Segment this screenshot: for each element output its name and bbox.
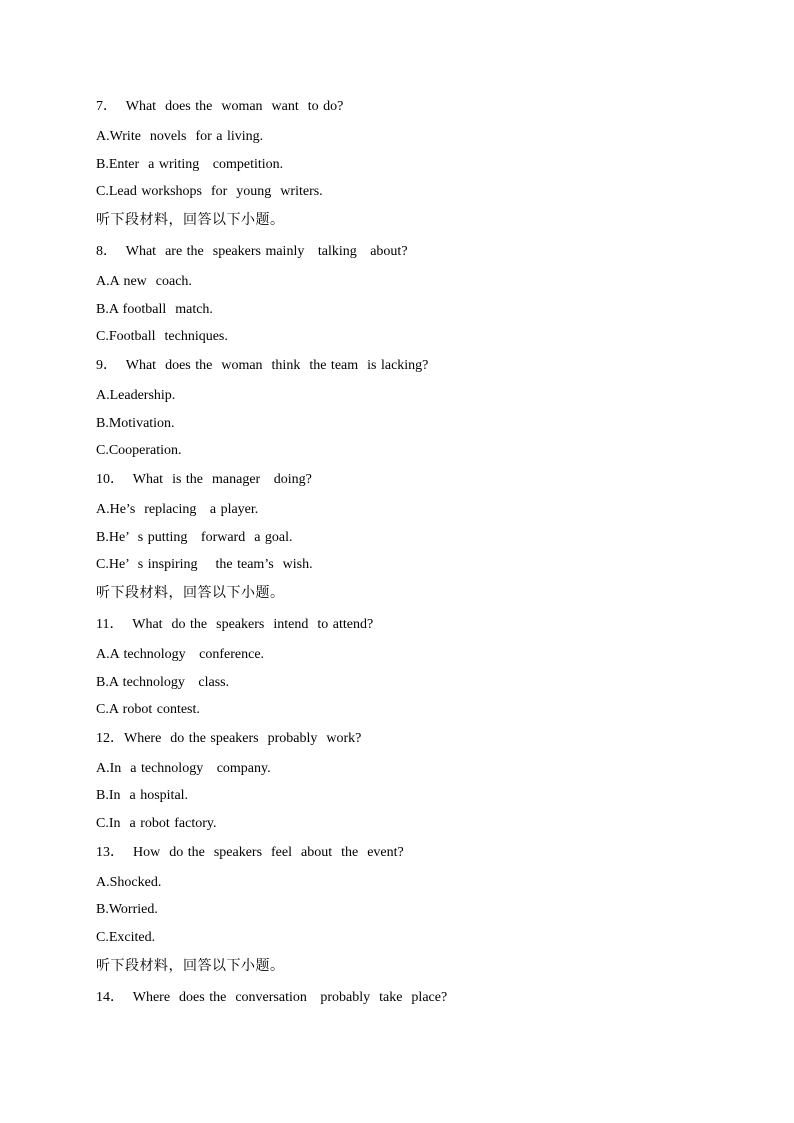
- question-9-option-b: B.Motivation.: [96, 416, 175, 431]
- question-12-option-b: B.In a hospital.: [96, 788, 189, 803]
- question-7: 7． What does the woman want to do?: [96, 99, 344, 114]
- question-13-option-b: B.Worried.: [96, 902, 158, 917]
- section-instruction: 听下段材料，回答以下小题。: [96, 212, 285, 228]
- question-13-option-c: C.Excited.: [96, 930, 156, 945]
- question-9-option-a: A.Leadership.: [96, 388, 176, 403]
- question-12: 12．Where do the speakers probably work?: [96, 731, 362, 746]
- question-10-option-a: A.He’s replacing a player.: [96, 502, 259, 517]
- question-13-option-a: A.Shocked.: [96, 875, 162, 890]
- question-13: 13． How do the speakers feel about the event?: [96, 845, 404, 860]
- question-9-option-c: C.Cooperation.: [96, 443, 182, 458]
- question-14: 14． Where does the conversation probably take place?: [96, 990, 448, 1005]
- question-11-option-b: B.A technology class.: [96, 675, 230, 690]
- question-12-option-a: A.In a technology company.: [96, 761, 271, 776]
- section-instruction: 听下段材料，回答以下小题。: [96, 585, 285, 601]
- question-9: 9． What does the woman think the team is lacking?: [96, 358, 429, 373]
- question-10: 10． What is the manager doing?: [96, 472, 312, 487]
- question-7-option-a: A.Write novels for a living.: [96, 129, 264, 144]
- question-11-option-c: C.A robot contest.: [96, 702, 200, 717]
- question-11: 11． What do the speakers intend to attend?: [96, 617, 374, 632]
- question-8: 8． What are the speakers mainly talking about?: [96, 244, 408, 259]
- question-10-option-c: C.He’ s inspiring the team’s wish.: [96, 557, 313, 572]
- question-8-option-b: B.A football match.: [96, 302, 213, 317]
- question-11-option-a: A.A technology conference.: [96, 647, 265, 662]
- question-7-option-b: B.Enter a writing competition.: [96, 157, 284, 172]
- question-12-option-c: C.In a robot factory.: [96, 816, 217, 831]
- question-10-option-b: B.He’ s putting forward a goal.: [96, 530, 293, 545]
- question-8-option-c: C.Football techniques.: [96, 329, 228, 344]
- section-instruction: 听下段材料，回答以下小题。: [96, 958, 285, 974]
- question-8-option-a: A.A new coach.: [96, 274, 192, 289]
- question-7-option-c: C.Lead workshops for young writers.: [96, 184, 323, 199]
